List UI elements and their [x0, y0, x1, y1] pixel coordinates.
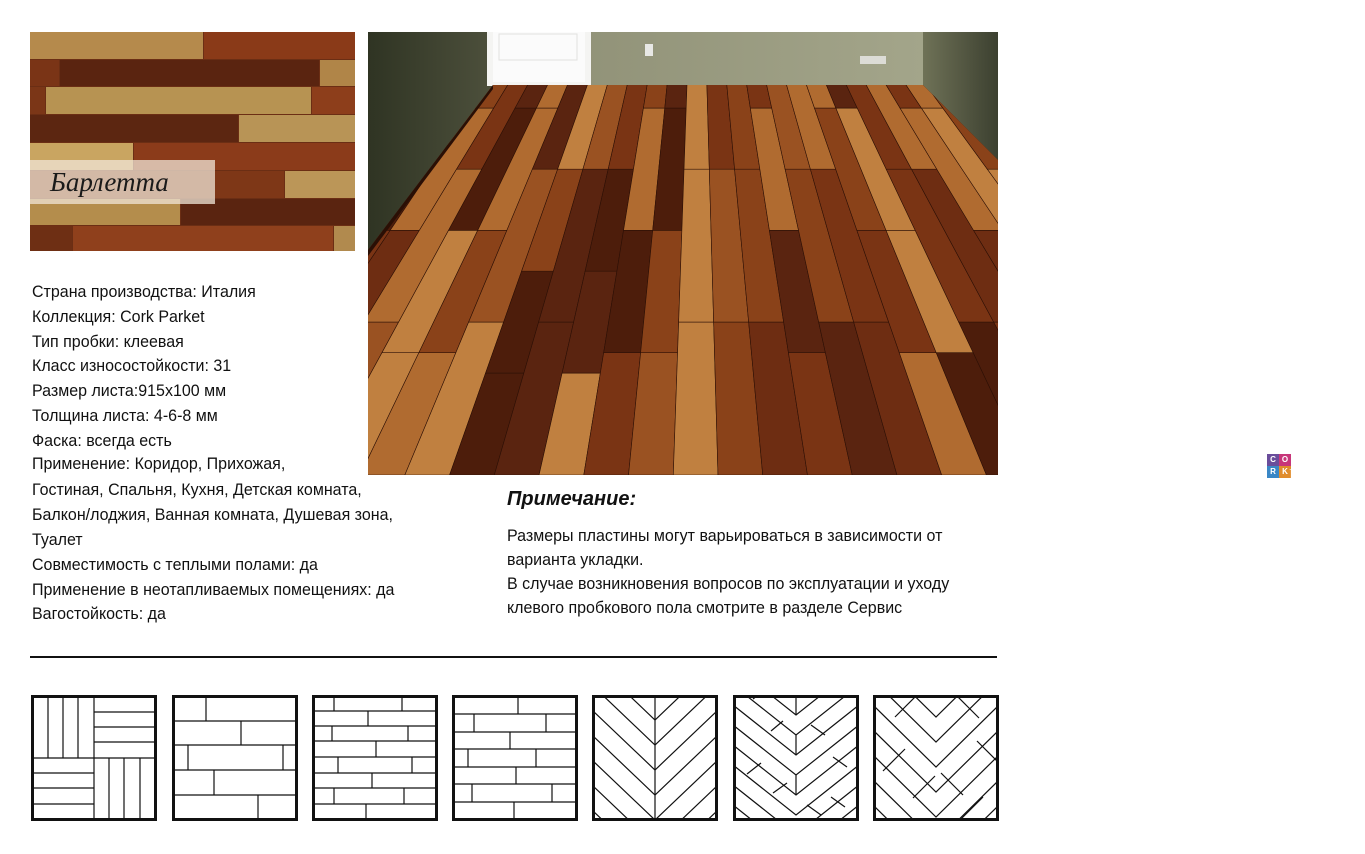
floor-plank	[1062, 271, 1175, 373]
note-line: Размеры пластины могут варьироваться в зависимости от	[507, 527, 943, 545]
floor-plank	[788, 0, 954, 16]
floor-plank	[1093, 271, 1212, 373]
floor-plank	[679, 169, 714, 322]
floor-plank	[503, 0, 631, 16]
spec-application-line: Гостиная, Спальня, Кухня, Детская комната,	[32, 481, 362, 500]
spec-wear-class: Класс износостойкости: 31	[32, 357, 232, 376]
floor-plank	[794, 0, 970, 16]
floor-plank	[706, 0, 736, 16]
spec-thickness: Толщина листа: 4-6-8 мм	[32, 406, 218, 425]
spec-application-line: Туалет	[32, 530, 83, 549]
floor-plank	[549, 0, 648, 16]
floor-plank	[1013, 169, 1126, 271]
product-swatch-image	[30, 32, 355, 251]
logo-small-text: HOUSE	[1267, 479, 1291, 485]
spec-country: Страна производства: Италия	[32, 283, 256, 301]
floor-plank	[1071, 108, 1236, 230]
spec-application: Применение: Коридор, Прихожая,	[32, 454, 286, 473]
floor-plank	[1136, 373, 1255, 475]
floor-plank	[1090, 230, 1232, 352]
pattern-brick-narrow	[312, 695, 438, 821]
floor-plank	[701, 0, 721, 16]
floor-plank	[1157, 271, 1289, 373]
pattern-chevron	[592, 695, 718, 821]
floor-plank	[1047, 353, 1165, 475]
brand-logo	[1265, 452, 1365, 504]
floor-plank	[1207, 230, 1365, 352]
logo-mark	[1267, 454, 1291, 478]
note-line: клевого пробкового пола смотрите в разделе Сервис	[507, 599, 903, 617]
floor-plank	[994, 322, 1121, 475]
floor-plank	[1003, 230, 1121, 352]
floor-plank	[689, 0, 705, 16]
spec-collection: Коллекция: Cork Parket	[32, 307, 205, 326]
floor-plank	[1084, 353, 1210, 475]
floor-plank	[1114, 169, 1309, 322]
floor-plank	[747, 0, 845, 16]
logo-cell: R	[1267, 466, 1279, 478]
floor-plank	[472, 0, 619, 16]
spec-cork-type: Тип пробки: клеевая	[32, 332, 184, 351]
spec-unheated-rooms: Применение в неотапливаемых помещениях: да	[32, 580, 395, 599]
pattern-herringbone-large	[873, 695, 999, 821]
floor-plank	[986, 108, 1120, 230]
logo-cell: K	[1279, 466, 1291, 478]
spec-application-line: Балкон/лоджия, Ванная комната, Душевая зона,	[32, 506, 393, 525]
logo-cell: O	[1279, 454, 1291, 466]
floor-plank	[1164, 169, 1315, 271]
pattern-herringbone-small	[733, 695, 859, 821]
floor-plank	[741, 0, 829, 16]
floor-plank	[673, 322, 718, 475]
note-body	[507, 524, 997, 620]
pattern-basket-weave	[31, 695, 157, 821]
note-title: Примечание:	[507, 488, 637, 510]
spec-list	[32, 280, 482, 627]
floor-plank	[627, 0, 677, 16]
note-line: В случае возникновения вопросов по эксплуатации и уходу	[507, 575, 950, 593]
pattern-brick-medium	[452, 695, 578, 821]
logo-cell: C	[1267, 454, 1279, 466]
spec-heated-floor: Совместимость с теплыми полами: да	[32, 555, 318, 574]
pattern-brick-large	[172, 695, 298, 821]
product-name: Барлетта	[30, 160, 215, 204]
floor-plank	[718, 0, 767, 16]
floor-plank	[1063, 169, 1188, 271]
logo-cork-text: Cork	[1299, 450, 1335, 470]
floor-plank	[425, 0, 602, 16]
spec-bevel: Фаска: всегда есть	[32, 431, 172, 450]
divider	[30, 656, 997, 658]
floor-plank	[1045, 67, 1190, 169]
floor-plank	[1088, 169, 1273, 322]
logo-house-text: House	[1289, 465, 1333, 484]
floor-plank	[724, 0, 783, 16]
note-line: варианта укладки.	[507, 551, 644, 569]
spec-sheet-size: Размер листа:915х100 мм	[32, 382, 227, 401]
logo-url: www.cork.house	[1267, 488, 1348, 502]
floor-plank	[987, 169, 1093, 271]
floor-plank	[1284, 271, 1365, 373]
spec-moisture: Вагостойкость: да	[32, 605, 166, 624]
floor-plank	[596, 0, 666, 16]
